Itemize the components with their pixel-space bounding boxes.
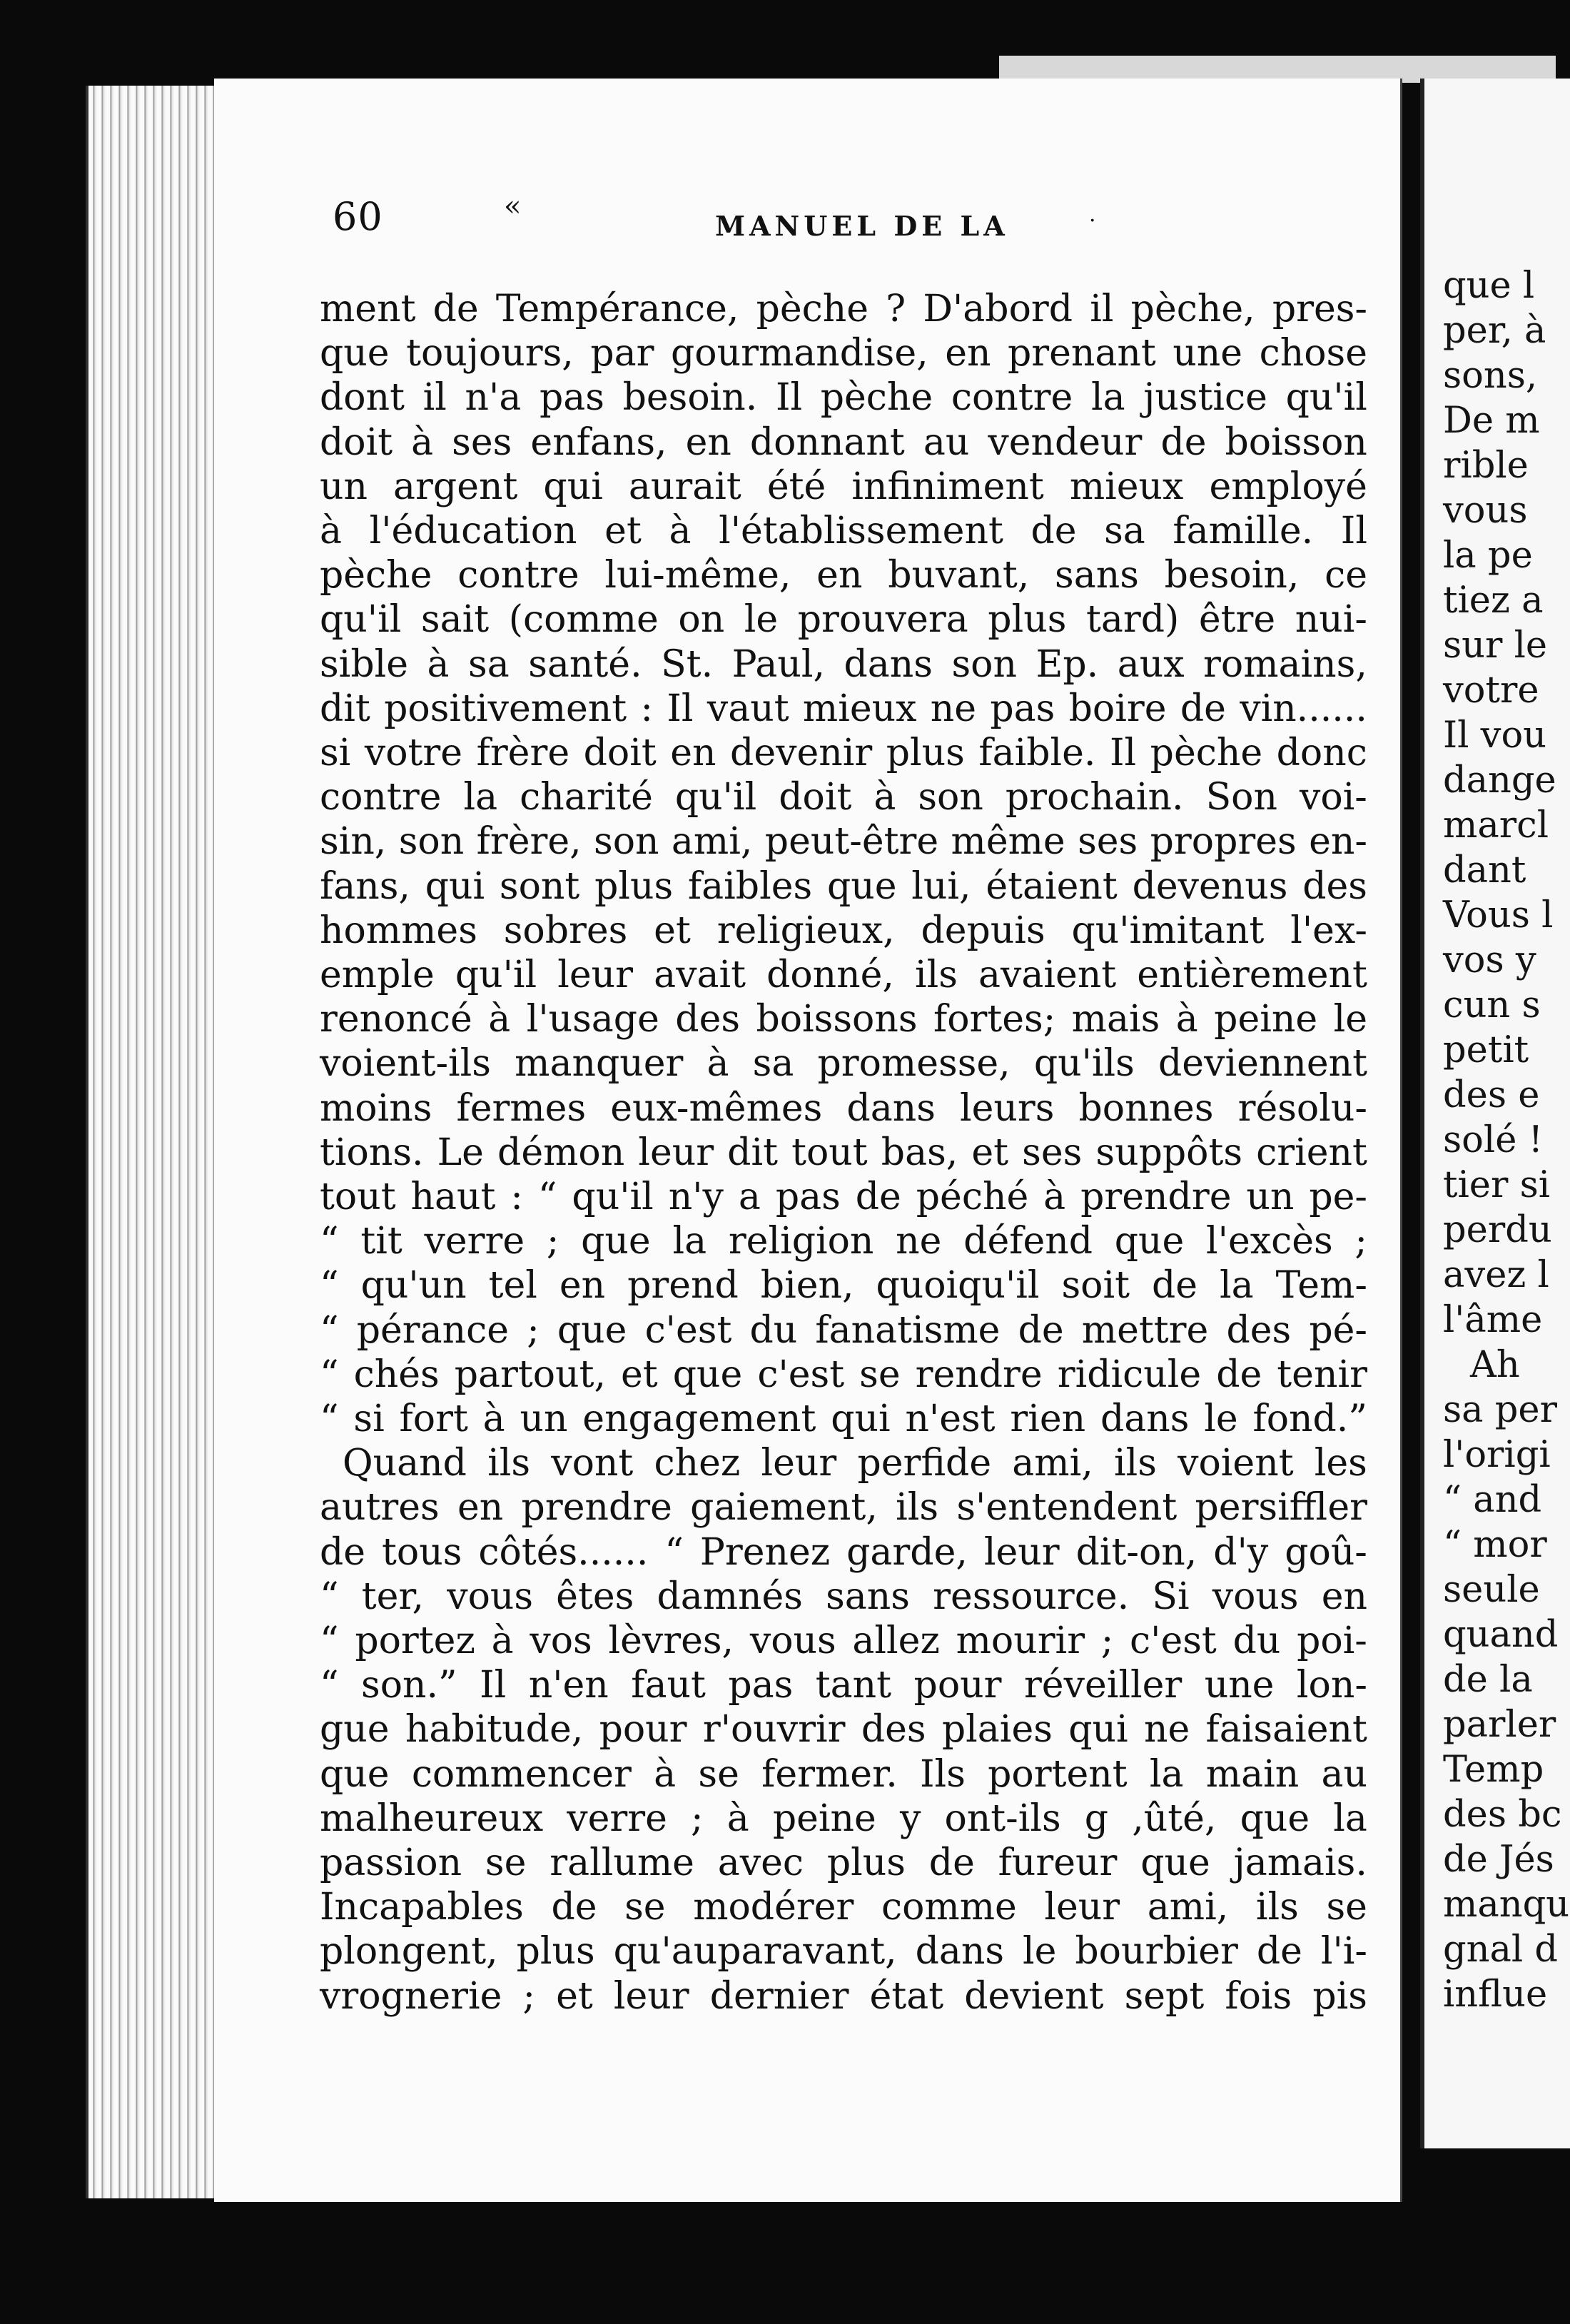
text-line: sin, son frère, son ami, peut-être même ses propres en- (320, 820, 1367, 864)
text-line: passion se rallume avec plus de fureur que jamais. (320, 1841, 1367, 1884)
text-line: de tous côtés...... “ Prenez garde, leur dit-on, d'y goû- (320, 1530, 1367, 1574)
text-line: “ qu'un tel en prend bien, quoiqu'il soit de la Tem- (320, 1264, 1367, 1308)
text-line: contre la charité qu'il doit à son prochain. Son voi- (320, 776, 1367, 819)
text-line: fans, qui sont plus faibles que lui, étaient devenus des (320, 864, 1367, 908)
text-line: gue habitude, pour r'ouvrir des plaies qui ne faisaient (320, 1708, 1367, 1752)
header-mark: « (504, 190, 522, 223)
right-page-line-fragment: des bc (1443, 1794, 1562, 1836)
page-header (333, 190, 1367, 244)
text-line: Quand ils vont chez leur perfide ami, ils voient les (343, 1442, 1367, 1485)
right-page-line-fragment: dange (1443, 759, 1556, 802)
text-line: “ tit verre ; que la religion ne défend que l'excès ; (320, 1220, 1367, 1263)
right-page-line-fragment: petit (1443, 1029, 1529, 1071)
text-line: “ son.” Il n'en faut pas tant pour réveiller une lon- (320, 1664, 1367, 1707)
right-page-line-fragment: de Jés (1443, 1839, 1554, 1881)
right-page-line-fragment: sur le (1443, 625, 1548, 667)
right-page-line-fragment: “ and (1443, 1479, 1542, 1521)
text-line: emple qu'il leur avait donné, ils avaient entièrement (320, 954, 1367, 996)
text-line: “ chés partout, et que c'est se rendre ridicule de tenir (320, 1353, 1367, 1396)
text-line: ment de Tempérance, pèche ? D'abord il pèche, pres- (320, 288, 1367, 330)
header-dot: · (1089, 208, 1096, 233)
running-head: MANUEL DE LA (715, 210, 1009, 242)
right-page-line-fragment: l'origi (1443, 1434, 1551, 1476)
right-page-line-fragment: sa per (1443, 1389, 1557, 1431)
right-page-line-fragment: “ mor (1443, 1524, 1547, 1566)
right-page-line-fragment: tier si (1443, 1164, 1551, 1206)
text-line: voient-ils manquer à sa promesse, qu'ils deviennent (320, 1042, 1367, 1086)
right-page-line-fragment: manqu (1443, 1884, 1570, 1926)
right-page-line-fragment: Ah (1470, 1344, 1520, 1386)
right-page-line-fragment: Vous l (1443, 894, 1554, 936)
page-number: 60 (333, 194, 383, 239)
text-line: hommes sobres et religieux, depuis qu'imitant l'ex- (320, 909, 1367, 952)
right-page-line-fragment: tiez a (1443, 580, 1544, 622)
right-page-line-fragment: per, à (1443, 310, 1546, 352)
right-page-line-fragment: parler (1443, 1704, 1556, 1746)
text-line: un argent qui aurait été infiniment mieux employé (320, 465, 1367, 508)
text-line: moins fermes eux-mêmes dans leurs bonnes résolu- (320, 1086, 1367, 1130)
right-page-line-fragment: De m (1443, 400, 1540, 442)
text-line: que commencer à se fermer. Ils portent la main au (320, 1752, 1367, 1796)
right-page-line-fragment: perdu (1443, 1209, 1552, 1251)
right-page-line-fragment: seule (1443, 1569, 1540, 1611)
text-line: dont il n'a pas besoin. Il pèche contre la justice qu'il (320, 376, 1367, 420)
right-page-line-fragment: avez l (1443, 1254, 1549, 1296)
right-page-line-fragment: de la (1443, 1659, 1533, 1701)
text-line: sible à sa santé. St. Paul, dans son Ep. aux romains, (320, 642, 1367, 686)
right-page-line-fragment: solé ! (1443, 1119, 1544, 1161)
text-line: renoncé à l'usage des boissons fortes; mais à peine le (320, 998, 1367, 1041)
text-line: “ ter, vous êtes damnés sans ressource. Si vous en (320, 1575, 1367, 1618)
right-page-line-fragment: vous (1443, 490, 1528, 532)
right-page-line-fragment: que l (1443, 265, 1535, 307)
right-page-line-fragment: l'âme (1443, 1299, 1543, 1341)
text-line: si votre frère doit en devenir plus faible. Il pèche donc (320, 732, 1367, 774)
text-line: “ portez à vos lèvres, vous allez mourir ; c'est du poi- (320, 1620, 1367, 1662)
book-page-edge (86, 86, 224, 2198)
text-line: plongent, plus qu'auparavant, dans le bourbier de l'i- (320, 1930, 1367, 1974)
right-page-line-fragment: sons, (1443, 355, 1538, 397)
text-line: vrognerie ; et leur dernier état devient sept fois pis (320, 1974, 1367, 2018)
text-line: pèche contre lui-même, en buvant, sans besoin, ce (320, 554, 1367, 597)
right-page-line-fragment: des e (1443, 1074, 1540, 1116)
right-page-line-fragment: vos y (1443, 939, 1536, 981)
text-line: autres en prendre gaiement, ils s'entendent persiffler (320, 1486, 1367, 1530)
text-line: “ pérance ; que c'est du fanatisme de mettre des pé- (320, 1308, 1367, 1352)
book-page-right-fragment (1420, 79, 1570, 2148)
text-line: qu'il sait (comme on le prouvera plus tard) être nui- (320, 598, 1367, 642)
text-line: tions. Le démon leur dit tout bas, et ses suppôts crient (320, 1131, 1367, 1174)
right-page-line-fragment: la pe (1443, 535, 1533, 577)
right-page-line-fragment: gnal d (1443, 1929, 1559, 1971)
right-page-line-fragment: quand (1443, 1614, 1559, 1656)
right-page-line-fragment: Temp (1443, 1749, 1544, 1791)
right-page-line-fragment: rible (1443, 445, 1529, 487)
right-page-line-fragment: cun s (1443, 984, 1541, 1026)
text-line: “ si fort à un engagement qui n'est rien dans le fond.” (320, 1398, 1367, 1440)
text-line: tout haut : “ qu'il n'y a pas de péché à prendre un pe- (320, 1176, 1367, 1218)
right-page-line-fragment: votre (1443, 670, 1539, 712)
text-line: malheureux verre ; à peine y ont-ils g ,ûté, que la (320, 1797, 1367, 1840)
right-page-line-fragment: marcl (1443, 804, 1549, 847)
text-line: doit à ses enfans, en donnant au vendeur de boisson (320, 420, 1367, 464)
text-line: que toujours, par gourmandise, en prenant une chose (320, 332, 1367, 375)
text-line: dit positivement : Il vaut mieux ne pas boire de vin...... (320, 687, 1367, 730)
text-line: Incapables de se modérer comme leur ami, ils se (320, 1886, 1367, 1929)
right-page-line-fragment: influe (1443, 1974, 1548, 2016)
right-page-line-fragment: dant (1443, 849, 1526, 891)
right-page-line-fragment: Il vou (1443, 714, 1547, 757)
text-line: à l'éducation et à l'établissement de sa famille. Il (320, 510, 1367, 552)
